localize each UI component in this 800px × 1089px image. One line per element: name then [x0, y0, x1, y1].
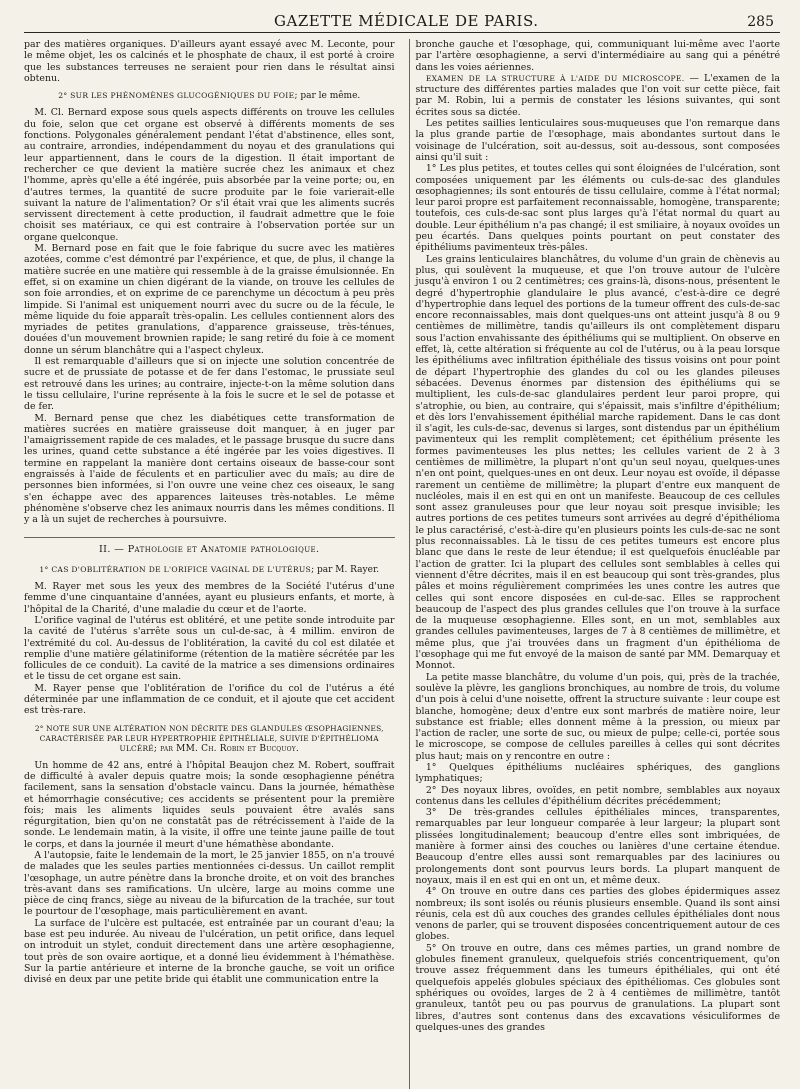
- inline-heading: EXAMEN DE LA STRUCTURE À L'AIDE DU MICROSCOPE.: [425, 73, 685, 83]
- paragraph: M. Bernard pose en fait que le foie fabrique du sucre avec les matières azotées, comme c'est démontré par l'expérience, et que, de plus, il change la matière sucrée en une matière qui ressemble à de la graisse émulsionnée. En effet, si on examine un chien digérant de la viande, on trouve les cellules de son foie arrondies, et on exprime de ce parenchyme un décoctum à peu près limpide. Si l'animal est uniquement nourri avec du sucre ou de la fécule, le même liquide du foie apparaît très-opalin. Les cellules contiennent alors des myriades de petites granulations, d'apparence graisseuse, très-ténues, douées d'un mouvement brownien rapide; le sang retiré du foie à ce moment donne un sérum blanchâtre qui a l'aspect chyleux.: [24, 243, 395, 356]
- subsection-number: 2°: [58, 91, 68, 101]
- running-head: [24, 6, 780, 33]
- subsection-author: ; par le même.: [294, 91, 361, 102]
- paragraph: M. Cl. Bernard expose sous quels aspects différents on trouve les cellules du foie, selon que cet organe est observé à différents moments de ses fonctions. Polygonales généralement pendant l'état d'abstinence, elles sont, au contraire, arrondies, indépendamment du noyau et des granulations qui leur appartiennent, dans le cours de la digestion. Il était important de rechercher ce que devient la matière sucrée chez les animaux et chez l'homme, après qu'elle a été ingérée, puis absorbée par la veine porte; ou, en d'autres termes, la quantité de sucre produite par le foie varierait-elle suivant la nature de l'alimentation? Or s'il était vrai que les aliments sucrés servissent directement à cette production, il faudrait admettre que le foie choisit ses matériaux, ce qui est contraire à l'observation portée sur un organe quelconque.: [24, 107, 395, 243]
- left-column: [24, 39, 395, 1089]
- right-column: [409, 39, 781, 1089]
- case-heading-oesophagus: [24, 724, 395, 754]
- paragraph: 5° On trouve en outre, dans ces mêmes parties, un grand nombre de globules finement granuleux, quelquefois striés concentriquement, qu'on trouve assez fréquemment dans les tumeurs épithéliales, qui ont été quelquefois appelés globules spéciaux des épithéliomas. Ces globules sont sphériques ou ovoïdes, larges de 2 à 4 centièmes de millimètre, tantôt granuleux, tantôt peu ou pas pourvus de granulations. La plupart sont libres, d'autres sont contenus dans des excavations vésiculiformes de quelques-unes des grandes: [415, 942, 780, 1033]
- paragraph: M. Bernard pense que chez les diabétiques cette transformation de matières sucrées en matière graisseuse doit manquer, à en juger par l'amaigrissement rapide de ces malades, et le passage brusque du sucre dans les urines, quand cette substance a été ingérée par les voies digestives. Il termine en rappelant la manière dont certains oiseaux de basse-cour sont engraissés à l'aide de féculents et en particulier avec du maïs; au dire de personnes bien informées, si l'on ouvre une veine chez ces oiseaux, le sang s'en échappe avec des apparences laiteuses très-notables. Le même phénomène s'observe chez les animaux nourris dans les mêmes conditions. Il y a là un sujet de recherches à poursuivre.: [24, 412, 395, 526]
- paragraph: 3° De très-grandes cellules épithéliales minces, transparentes, remarquables par leur longueur comparée à leur largeur; la plupart sont plissées longitudinalement; beaucoup d'entre elles sont imbriquées, de manière à former ainsi des couches ou lanières d'une certaine étendue. Beaucoup d'entre elles aussi sont remarquables par des laciniures ou prolongements dont sont pourvus leurs bords. La plupart manquent de noyaux, mais il en est qui en ont un, et même deux.: [415, 807, 780, 886]
- paragraph: bronche gauche et l'œsophage, qui, communiquant lui-même avec l'aorte par l'artère œsophagienne, a servi d'intermédiaire au sang qui a pénétré dans les voies aériennes.: [415, 39, 780, 73]
- page-number: 285: [747, 14, 774, 30]
- paragraph: Il est remarquable d'ailleurs que si on injecte une solution concentrée de sucre et de prussiate de potasse et de fer dans l'estomac, le prussiate seul est retrouvé dans les urines; au contraire, injecte-t-on la même solution dans le tissu cellulaire, l'urine représente à la fois le sucre et le sel de potasse et de fer.: [24, 356, 395, 413]
- case-number: 1°: [39, 564, 49, 574]
- paragraph: 1° Les plus petites, et toutes celles qui sont éloignées de l'ulcération, sont composées uniquement par les éléments ou culs-de-sac des glandules œsophagiennes; ils sont entourés de tissu cellulaire, comme à l'état normal; leur paroi propre est parfaitement reconnaissable, homogène, transparente; toutefois, ces culs-de-sac sont plus larges qu'à l'état normal du quart au double. Leur épithélium n'a pas changé; il est smiliaire, à noyaux ovoïdes un peu écartés. Dans quelques points pourtant on peut constater des épithéliums pavimenteux très-pâles.: [415, 163, 780, 254]
- paragraph: M. Rayer pense que l'oblitération de l'orifice du col de l'utérus a été déterminée par une inflammation de ce conduit, et il ajoute que cet accident est très-rare.: [24, 682, 395, 717]
- paragraph: 4° On trouve en outre dans ces parties des globes épidermiques assez nombreux; ils sont isolés ou réunis plusieurs ensemble. Quand ils sont ainsi réunis, cela est dû aux couches des grandes cellules épithéliales dont nous venons de parler, qui se trouvent disposées concentriquement autour de ces globes.: [415, 886, 780, 943]
- paragraph: A l'autopsie, faite le lendemain de la mort, le 25 janvier 1855, on n'a trouvé de malades que les seules parties mentionnées ci-dessus. Un caillot remplit l'œsophage, un autre pénètre dans la bronche droite, et on voit des branches très-avant dans ses ramifications. Un ulcère, large au moins comme une pièce de cinq francs, siège au niveau de la bifurcation de la trachée, sur tout le pourtour de l'œsophage, mais particulièrement en avant.: [24, 850, 395, 918]
- paragraph: 1° Quelques épithéliums nucléaires sphériques, des ganglions lymphatiques;: [415, 762, 780, 785]
- inline-text: — L'examen de la structure des différentes parties malades que l'on voit sur cette pièce, fait par M. Robin, lui a permis de constater les lésions suivantes, qui sont écrites sous sa dictée.: [415, 72, 780, 118]
- paragraph: 2° Des noyaux libres, ovoïdes, en petit nombre, semblables aux noyaux contenus dans les cellules d'épithélium décrites précédemment;: [415, 784, 780, 807]
- paragraph: L'orifice vaginal de l'utérus est oblitéré, et une petite sonde introduite par la cavité de l'utérus s'arrête sous un cul-de-sac, à 4 millim. environ de l'extrémité du col. Au-dessus de l'oblitération, la cavité du col est dilatée et remplie d'une matière gélatiniforme (rétention de la matière sécrétée par les follicules de ce conduit). La cavité de la matrice a ses dimensions ordinaires et le tissu de cet organe est sain.: [24, 614, 395, 683]
- subsection-title: SUR LES PHÉNOMÈNES GLUCOGÉNIQUES DU FOIE: [70, 91, 295, 101]
- paragraph: La surface de l'ulcère est pultacée, est entraînée par un courant d'eau; la base est peu indurée. Au niveau de l'ulcération, un petit orifice, dans lequel on introduit un stylet, conduit directement dans une artère œsophagienne, tout près de son ovaire aortique, et a donné lieu évidemment à l'hémathèse. Sur la partie antérieure et interne de la bronche gauche, se voit un orifice divisé en deux par une petite bride qui établit une communication entre la: [24, 917, 395, 986]
- case-title: 2° NOTE SUR UNE ALTÉRATION NON DÉCRITE DES GLANDULES ŒSOPHAGIENNES, CARACTÉRISÉE PAR LEUR HYPERTROPHIE ÉPITHÉLIALE, SUIVIE D'ÉPITHÉLIOMA ULCÉRÉ: [34, 723, 384, 753]
- case-author: ; par MM. Ch. Robin et Bucquoy.: [153, 743, 299, 754]
- case-heading-uterus: [24, 564, 395, 576]
- paragraph: Les petites saillies lenticulaires sous-muqueuses que l'on remarque dans la plus grande partie de l'œsophage, mais abondantes surtout dans le voisinage de l'ulcération, soit au-dessus, soit au-dessous, sont composées ainsi qu'il suit :: [415, 118, 780, 163]
- paragraph: Les grains lenticulaires blanchâtres, du volume d'un grain de chènevis au plus, qui soulèvent la muqueuse, et que l'on trouve autour de l'ulcère jusqu'à environ 1 ou 2 centimètres; ces grains-là, disons-nous, présentent le degré d'hypertrophie glandulaire le plus avancé, c'est-à-dire ce degré d'hypertrophie dans lequel des portions de la tumeur offrent des culs-de-sac encore reconnaissables, mais dont quelques-uns ont atteint jusqu'à 8 ou 9 centièmes de millimètre, tandis qu'ailleurs ils ont complètement disparu sous l'action envahissante des épithéliums qui se multiplient. On observe en effet, là, cette altération si fréquente au col de l'utérus, ou à la peau lorsque les épithéliums avec infiltration épithéliale des tissus voisins ont pour point de départ l'hypertrophie des glandes du col ou les glandes pileuses sébacées. Devenus énormes par distension des épithéliums qui se multiplient, les culs-de-sac glandulaires perdent leur paroi propre, qui s'atrophie, ou bien, au contraire, qui s'épaissit, mais s'infiltre d'épithélium; et dès lors l'envahissement épithélial marche rapidement. Dans le cas dont il s'agit, les culs-de-sac, devenus si larges, sont distendus par un épithélium pavimenteux qui les remplit complètement; cet épithélium présente les formes pavimenteuses les plus nettes; les cellules varient de 2 à 3 centièmes de millimètre, la plupart n'ont qu'un seul noyau, quelques-unes n'en ont point, quelques-unes en ont deux. Leur noyau est ovoïde, il dépasse rarement un centième de millimètre; la plupart d'entre eux manquent de nucléoles, mais il en est qui en ont un manifeste. Beaucoup de ces cellules sont assez granuleuses pour que leur noyau soit presque invisible; les autres portions de ces petites tumeurs sont arrivées au degré d'épithélioma le plus caractérisé, c'est-à-dire qu'en plusieurs points les culs-de-sac ne sont plus reconnaissables. Là le tissu de ces petites tumeurs est encore plus blanc que dans le reste de leur étendue; il est quelquefois énucléable par l'action de gratter. Ici la plupart des cellules sont semblables à celles qui viennent d'être décrites, mais il en est beaucoup qui sont très-grandes, plus pâles et moins régulièrement comprimées les unes contre les autres que celles qui sont encore disposées en cul-de-sac. Elles se rapprochent beaucoup de l'aspect des plus grandes cellules que l'on trouve à la surface de la muqueuse œsophagienne. Elles sont, en un mot, semblables aux grandes cellules pavimenteuses, larges de 7 à 8 centièmes de millimètre, et même plus, que j'ai trouvées dans un fragment d'un épithélioma de l'œsophage qui me fut envoyé de la maison de santé par MM. Demarquay et Monnot.: [415, 253, 780, 672]
- paragraph: par des matières organiques. D'ailleurs ayant essayé avec M. Leconte, pour le même objet, les os calcinés et le phosphate de chaux, il est porté à croire que les substances terreuses ne seraient pour rien dans le résultat ainsi obtenu.: [24, 39, 395, 84]
- case-author: ; par M. Rayer.: [311, 564, 380, 575]
- two-column-body: [24, 39, 780, 1089]
- case-title: CAS D'OBLITÉRATION DE L'ORIFICE VAGINAL DE L'UTÉRUS: [51, 564, 312, 574]
- paragraph: Un homme de 42 ans, entré à l'hôpital Beaujon chez M. Robert, souffrait de difficulté à avaler depuis quatre mois; la sonde œsophagienne pénétra facilement, sans la sensation d'obstacle vaincu. Dans la journée, hémathèse et hémorrhagie consécutive; ces accidents se présentent pour la première fois; mais les aliments liquides seuls pouvaient être avalés sans régurgitation, bien qu'on ne constatât pas de rétrécissement à l'aide de la sonde. Le lendemain matin, à la visite, il offre une teinte jaune paille de tout le corps, et dans la journée il meurt d'une hémathèse abondante.: [24, 759, 395, 850]
- running-title: GAZETTE MÉDICALE DE PARIS.: [274, 12, 539, 30]
- paragraph: M. Rayer met sous les yeux des membres de la Société l'utérus d'une femme d'une cinquantaine d'années, ayant eu plusieurs enfants, et morte, à l'hôpital de la Charité, d'une maladie du cœur et de l'aorte.: [24, 581, 395, 615]
- section-heading-pathology: II. — Pathologie et Anatomie pathologique.: [24, 537, 395, 555]
- subsection-heading-glucogenic: [24, 90, 395, 102]
- paragraph-microscope: [416, 73, 781, 118]
- paragraph: La petite masse blanchâtre, du volume d'un pois, qui, près de la trachée, soulève la plèvre, les ganglions bronchiques, au nombre de trois, du volume d'un pois à celui d'une noisette, offrent la structure suivante : leur coupe est blanche, homogène; deux d'entre eux sont marbrés de matière noire, leur substance est friable; elles donnent même à la pression, ou mieux par l'action de racler, une sorte de suc, ou mieux de pulpe; celle-ci, portée sous le microscope, se compose de cellules pareilles à celles qui sont décrites plus haut; mais on y rencontre en outre :: [415, 671, 780, 762]
